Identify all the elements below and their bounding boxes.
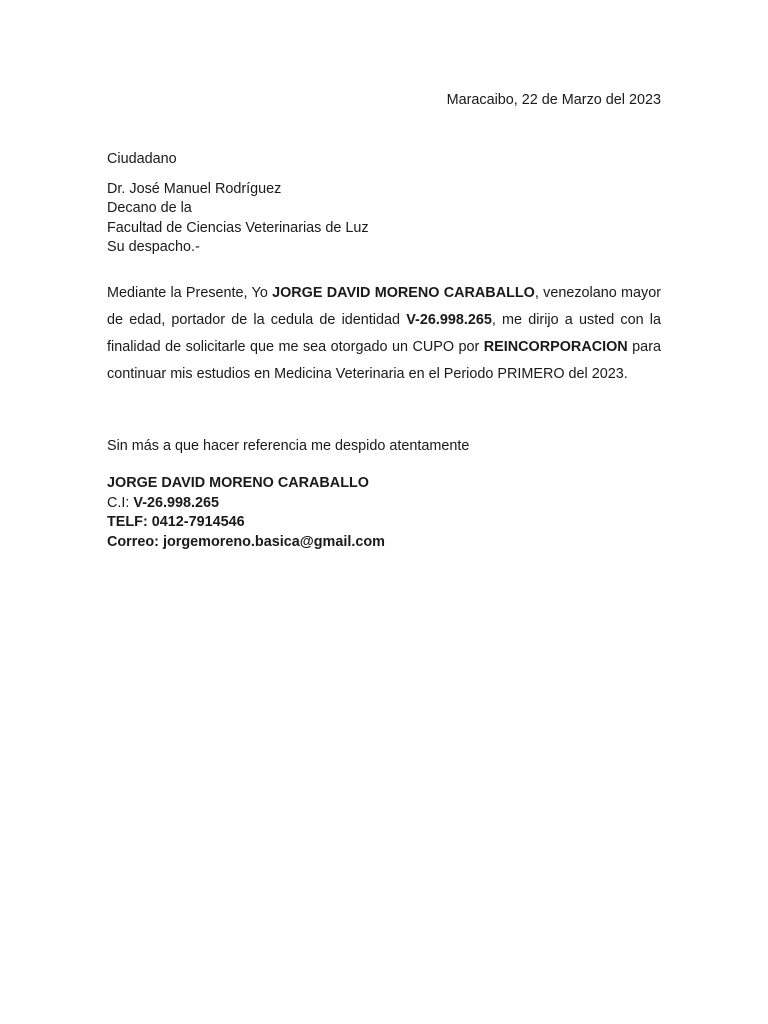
recipient-closing: Su despacho.- — [107, 239, 200, 255]
signature-ci — [107, 494, 385, 514]
body-text-4: para continuar mis estudios en Medicina Veterinaria en el Periodo PRIMERO del 2023. — [107, 339, 661, 382]
body-request-type: REINCORPORACION — [483, 339, 628, 355]
recipient-title: Decano de la — [107, 200, 192, 216]
letter-body — [107, 280, 661, 388]
signature-ci-label: C.I: — [107, 494, 134, 511]
letter-date: Maracaibo, 22 de Marzo del 2023 — [446, 92, 661, 108]
closing-line: Sin más a que hacer referencia me despido atentamente — [107, 438, 470, 454]
body-sender-name: JORGE DAVID MORENO CARABALLO — [272, 285, 535, 301]
signature-name: JORGE DAVID MORENO CARABALLO — [107, 475, 369, 491]
recipient-name: Dr. José Manuel Rodríguez — [107, 180, 282, 197]
signature-block — [107, 474, 385, 552]
signature-ci-value: V-26.998.265 — [133, 494, 220, 511]
salutation: Ciudadano — [107, 151, 177, 167]
body-text-1: Mediante la Presente, Yo — [107, 285, 273, 301]
recipient-faculty: Facultad de Ciencias Veterinarias de Luz — [107, 219, 369, 236]
signature-email: Correo: jorgemoreno.basica@gmail.com — [107, 533, 385, 550]
body-id-number: V-26.998.265 — [406, 312, 492, 328]
addressee-block — [107, 150, 667, 258]
body-text-2: , venezolano mayor de edad, portador de la cedula de identidad — [107, 285, 662, 328]
body-text-3: , me dirijo a usted con la finalidad de solicitarle que me sea otorgado un CUPO por — [107, 312, 662, 355]
signature-phone: TELF: 0412-7914546 — [107, 514, 245, 530]
